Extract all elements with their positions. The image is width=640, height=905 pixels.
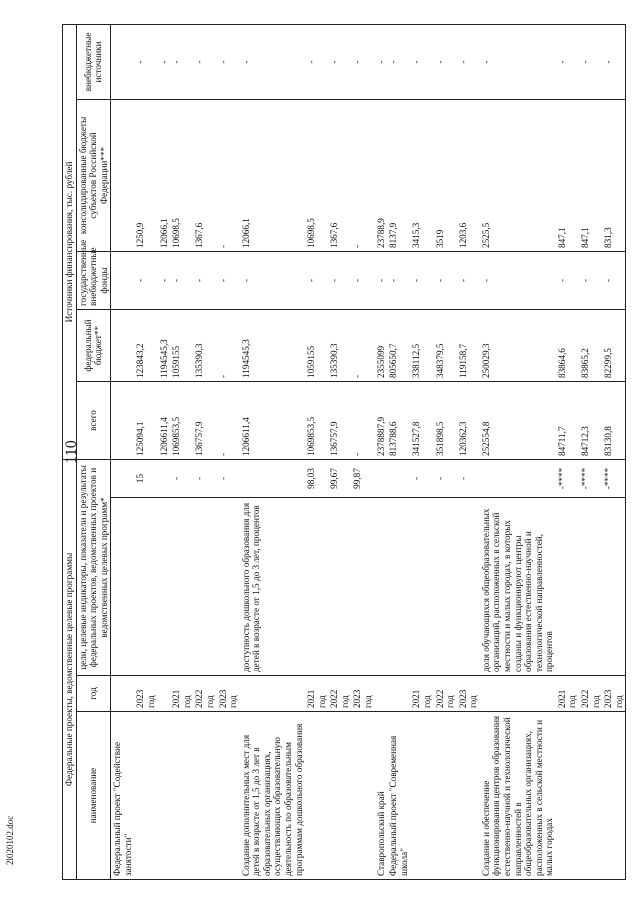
- cell-fed: 1059155: [305, 310, 328, 382]
- cell-name: Ставропольский край: [375, 712, 388, 880]
- cell-year: 2023 год: [351, 676, 374, 712]
- cell-target: [579, 498, 602, 676]
- cell-year: 2023 год: [457, 676, 480, 712]
- cell-total: 83130,8: [602, 382, 626, 460]
- cell-tval: -: [457, 460, 480, 498]
- cell-fed: 119158,7: [457, 310, 480, 382]
- cell-target: [410, 498, 433, 676]
- cell-state: -: [434, 252, 457, 310]
- cell-reg: 3519: [434, 100, 457, 252]
- cell-state: -: [579, 252, 602, 310]
- cell-name: [158, 712, 171, 880]
- cell-name: [193, 712, 216, 880]
- cell-total: -: [351, 382, 374, 460]
- cell-tval: -****: [556, 460, 579, 498]
- col-total: всего: [76, 382, 111, 460]
- cell-state: -: [134, 252, 157, 310]
- cell-name: [434, 712, 457, 880]
- cell-year: 2023 год: [217, 676, 240, 712]
- cell-name: [579, 712, 602, 880]
- cell-state: -: [602, 252, 626, 310]
- cell-extra: -: [387, 24, 410, 99]
- cell-tval: [480, 460, 556, 498]
- cell-state: -: [480, 252, 556, 310]
- cell-name: [602, 712, 626, 880]
- cell-extra: -: [240, 24, 305, 99]
- cell-tval: 15: [134, 460, 157, 498]
- cell-name: [328, 712, 351, 880]
- cell-reg: 1250,9: [134, 100, 157, 252]
- cell-fed: 338112,5: [410, 310, 433, 382]
- cell-fed: 123843,2: [134, 310, 157, 382]
- cell-target: [556, 498, 579, 676]
- cell-total: 1206611,4: [240, 382, 305, 460]
- cell-total: 813788,6: [387, 382, 410, 460]
- cell-tval: -****: [602, 460, 626, 498]
- cell-extra: -: [217, 24, 240, 99]
- cell-state: -: [375, 252, 388, 310]
- sources-title: Источники финансирования, тыс. рублей: [63, 24, 77, 459]
- table-row: [193, 24, 216, 879]
- cell-reg: 3415,3: [410, 100, 433, 252]
- cell-name: Создание и обеспечение функционирования центров образования естественно-научной и технологической направленностей в общеобразовательных организациях, расположенных в сельской местности и малых городах: [480, 712, 556, 880]
- cell-fed: -: [217, 310, 240, 382]
- cell-name: [351, 712, 374, 880]
- cell-reg: 1367,6: [193, 100, 216, 252]
- cell-extra: -: [375, 24, 388, 99]
- rotated-table-container: [62, 25, 624, 880]
- cell-total: 84711,7: [556, 382, 579, 460]
- cell-extra: -: [410, 24, 433, 99]
- cell-reg: 12066,1: [240, 100, 305, 252]
- cell-extra: -: [480, 24, 556, 99]
- cell-fed: 135390,3: [193, 310, 216, 382]
- cell-name: Федеральный проект "Современная школа": [387, 712, 410, 880]
- cell-total: 252554,8: [480, 382, 556, 460]
- cell-tval: [111, 460, 135, 498]
- cell-reg: 23788,9: [375, 100, 388, 252]
- cell-target: [134, 498, 157, 676]
- table-row: [305, 24, 328, 879]
- cell-target: [193, 498, 216, 676]
- cell-tval: 98,03: [305, 460, 328, 498]
- cell-year: 2022 год: [328, 676, 351, 712]
- cell-state: -: [556, 252, 579, 310]
- cell-name: [170, 712, 193, 880]
- table-row: [457, 24, 480, 879]
- cell-tval: [387, 460, 410, 498]
- cell-name: [410, 712, 433, 880]
- cell-name: [134, 712, 157, 880]
- cell-total: 1206611,4: [158, 382, 171, 460]
- cell-extra: -: [193, 24, 216, 99]
- table-row: [579, 24, 602, 879]
- cell-total: 1069853,5: [305, 382, 328, 460]
- cell-total: [111, 382, 135, 460]
- cell-extra: -: [556, 24, 579, 99]
- cell-name: Федеральный проект "Содействие занятости": [111, 712, 135, 880]
- cell-year: [158, 676, 171, 712]
- cell-year: [387, 676, 410, 712]
- cell-fed: 135390,3: [328, 310, 351, 382]
- cell-year: 2023 год: [134, 676, 157, 712]
- cell-fed: -: [351, 310, 374, 382]
- table-row: [217, 24, 240, 879]
- col-name: наименование: [76, 712, 111, 880]
- cell-name: [217, 712, 240, 880]
- cell-total: 120362,3: [457, 382, 480, 460]
- page-number: 110: [63, 440, 80, 464]
- cell-tval: 99,67: [328, 460, 351, 498]
- table-row: [111, 24, 135, 879]
- table-row: [556, 24, 579, 879]
- table-body: [111, 24, 626, 879]
- cell-target: [170, 498, 193, 676]
- col-year: год: [76, 676, 111, 712]
- cell-tval: [375, 460, 388, 498]
- cell-fed: 348379,5: [434, 310, 457, 382]
- cell-fed: 1194545,3: [240, 310, 305, 382]
- col-regional: консолидированные бюджеты субъектов Российской Федерации***: [76, 100, 111, 252]
- cell-year: 2021 год: [170, 676, 193, 712]
- cell-year: 2021 год: [305, 676, 328, 712]
- table-row: [434, 24, 457, 879]
- cell-reg: 2525,5: [480, 100, 556, 252]
- cell-extra: -: [579, 24, 602, 99]
- cell-year: 2023 год: [602, 676, 626, 712]
- cell-state: -: [170, 252, 193, 310]
- cell-state: -: [305, 252, 328, 310]
- cell-total: 2378887,9: [375, 382, 388, 460]
- table-row: [240, 24, 305, 879]
- cell-state: -: [457, 252, 480, 310]
- cell-extra: -: [170, 24, 193, 99]
- cell-reg: [111, 100, 135, 252]
- table-row: [134, 24, 157, 879]
- table-row: [158, 24, 171, 879]
- cell-fed: 83864,6: [556, 310, 579, 382]
- cell-year: 2022 год: [434, 676, 457, 712]
- cell-reg: 12066,1: [158, 100, 171, 252]
- cell-state: -: [240, 252, 305, 310]
- table-row: [375, 24, 388, 879]
- table-row: [170, 24, 193, 879]
- table-row: [328, 24, 351, 879]
- cell-target: доля обучающихся общеобразовательных организаций, расположенных в сельской местности и малых городах, в которых созданы и функционируют центры образования естественно-научной и технологической направленностей, процентов: [480, 498, 556, 676]
- cell-total: -: [217, 382, 240, 460]
- table-row: [480, 24, 556, 879]
- table-row: [387, 24, 410, 879]
- cell-extra: -: [328, 24, 351, 99]
- cell-tval: -: [217, 460, 240, 498]
- cell-fed: 2355099: [375, 310, 388, 382]
- funding-table: [62, 24, 626, 880]
- cell-state: -: [217, 252, 240, 310]
- cell-target: доступность дошкольного образования для детей в возрасте от 1,5 до 3 лет, процентов: [240, 498, 305, 676]
- cell-fed: 82299,5: [602, 310, 626, 382]
- cell-target: [457, 498, 480, 676]
- cell-total: 125094,1: [134, 382, 157, 460]
- cell-state: -: [410, 252, 433, 310]
- cell-tval: [158, 460, 171, 498]
- cell-year: 2021 год: [410, 676, 433, 712]
- table-row: [602, 24, 626, 879]
- cell-extra: [111, 24, 135, 99]
- cell-fed: [111, 310, 135, 382]
- cell-state: -: [351, 252, 374, 310]
- cell-tval: -: [170, 460, 193, 498]
- cell-reg: 8137,9: [387, 100, 410, 252]
- cell-reg: 1367,6: [328, 100, 351, 252]
- cell-target: [387, 498, 410, 676]
- cell-tval: -: [410, 460, 433, 498]
- cell-target: [111, 498, 135, 676]
- cell-reg: 847,1: [556, 100, 579, 252]
- cell-extra: -: [134, 24, 157, 99]
- cell-tval: 99,87: [351, 460, 374, 498]
- cell-target: [305, 498, 328, 676]
- cell-state: -: [158, 252, 171, 310]
- cell-year: [480, 676, 556, 712]
- cell-extra: -: [351, 24, 374, 99]
- cell-fed: 83865,2: [579, 310, 602, 382]
- cell-total: 136757,9: [328, 382, 351, 460]
- cell-reg: 10698,5: [170, 100, 193, 252]
- cell-name: [556, 712, 579, 880]
- cell-name: [457, 712, 480, 880]
- cell-reg: 831,3: [602, 100, 626, 252]
- col-extra: внебюджетные источники: [76, 24, 111, 99]
- cell-name: [305, 712, 328, 880]
- cell-tval: -: [193, 460, 216, 498]
- cell-total: 84712,3: [579, 382, 602, 460]
- table-row: [351, 24, 374, 879]
- cell-reg: -: [351, 100, 374, 252]
- cell-name: Создание дополнительных мест для детей в возрасте от 1,5 до 3 лет в образовательных организациях, осуществляющих образовательную деятельность по образовательным программам дошкольного образования: [240, 712, 305, 880]
- cell-target: [328, 498, 351, 676]
- cell-state: -: [328, 252, 351, 310]
- cell-reg: 847,1: [579, 100, 602, 252]
- col-targets: цели, целевые индикаторы, показатели и результаты федеральных проектов, ведомственных проектов и ведомственных целевых программ*: [76, 460, 111, 676]
- cell-state: -: [387, 252, 410, 310]
- cell-extra: -: [457, 24, 480, 99]
- cell-total: 1069853,5: [170, 382, 193, 460]
- cell-year: 2022 год: [193, 676, 216, 712]
- cell-fed: 250029,3: [480, 310, 556, 382]
- cell-extra: -: [434, 24, 457, 99]
- cell-reg: 1203,6: [457, 100, 480, 252]
- cell-extra: -: [305, 24, 328, 99]
- cell-target: [375, 498, 388, 676]
- cell-target: [158, 498, 171, 676]
- col-state-funds: государственные внебюджетные фонды: [76, 252, 111, 310]
- cell-fed: 1059155: [170, 310, 193, 382]
- cell-reg: 10698,5: [305, 100, 328, 252]
- cell-tval: [240, 460, 305, 498]
- cell-year: 2022 год: [579, 676, 602, 712]
- cell-state: -: [193, 252, 216, 310]
- cell-year: [240, 676, 305, 712]
- cell-target: [434, 498, 457, 676]
- table-row: [410, 24, 433, 879]
- cell-total: 351898,5: [434, 382, 457, 460]
- cell-fed: 805650,7: [387, 310, 410, 382]
- cell-total: 136757,9: [193, 382, 216, 460]
- cell-target: [602, 498, 626, 676]
- cell-tval: -: [434, 460, 457, 498]
- cell-extra: -: [602, 24, 626, 99]
- cell-reg: -: [217, 100, 240, 252]
- cell-extra: -: [158, 24, 171, 99]
- cell-fed: 1194545,3: [158, 310, 171, 382]
- file-label: 2l020102.doc: [5, 815, 15, 865]
- cell-total: 341527,8: [410, 382, 433, 460]
- cell-tval: -****: [579, 460, 602, 498]
- col-federal: федеральный бюджет**: [76, 310, 111, 382]
- cell-year: [111, 676, 135, 712]
- group-title: Федеральные проекты, ведомственные целевые программы: [63, 460, 77, 880]
- cell-year: [375, 676, 388, 712]
- cell-target: [351, 498, 374, 676]
- cell-state: [111, 252, 135, 310]
- cell-year: 2021 год: [556, 676, 579, 712]
- cell-target: [217, 498, 240, 676]
